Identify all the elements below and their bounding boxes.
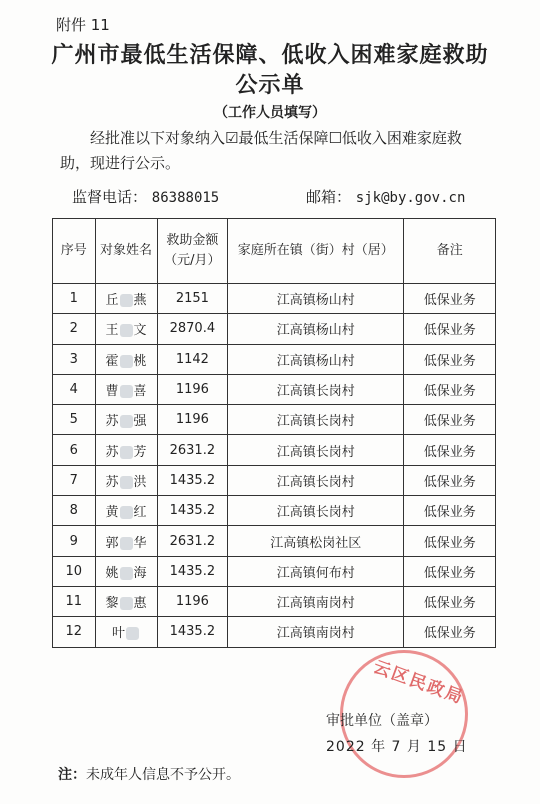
redaction-mark xyxy=(126,627,139,640)
cell-amount: 2631.2 xyxy=(157,435,228,465)
cell-address: 江高镇长岗村 xyxy=(228,374,404,404)
header-amount: 救助金额（元/月） xyxy=(157,219,228,284)
redaction-mark xyxy=(120,506,133,519)
recipients-table xyxy=(52,218,496,648)
cell-note: 低保业务 xyxy=(404,465,496,495)
cell-no: 1 xyxy=(53,284,96,314)
name-first-char: 丘 xyxy=(105,293,119,309)
cell-address: 江高镇杨山村 xyxy=(228,314,404,344)
document-title-line2: 公示单 xyxy=(235,73,305,98)
cell-address: 江高镇杨山村 xyxy=(228,344,404,374)
table-row xyxy=(53,374,496,404)
supervision-email xyxy=(306,186,465,207)
cell-note: 低保业务 xyxy=(404,344,496,374)
cell-amount: 1196 xyxy=(157,374,228,404)
redaction-mark xyxy=(120,324,133,337)
name-last-char: 红 xyxy=(133,505,147,521)
table-row xyxy=(53,586,496,616)
cell-address: 江高镇长岗村 xyxy=(228,435,404,465)
cell-note: 低保业务 xyxy=(404,496,496,526)
approval-paragraph: 经批准以下对象纳入☑最低生活保障☐低收入困难家庭救助，现进行公示。 xyxy=(60,129,462,172)
table-row xyxy=(53,405,496,435)
supervision-phone xyxy=(72,186,219,207)
name-last-char: 喜 xyxy=(133,384,147,400)
cell-name xyxy=(95,405,157,435)
phone-label: 监督电话： xyxy=(72,188,148,206)
header-note: 备注 xyxy=(404,219,496,284)
cell-no: 8 xyxy=(53,496,96,526)
cell-no: 2 xyxy=(53,314,96,344)
cell-name xyxy=(95,314,157,344)
name-last-char: 燕 xyxy=(133,293,147,309)
official-seal-text: 云区民政局 xyxy=(370,657,467,709)
table-header-row xyxy=(53,219,496,284)
name-first-char: 苏 xyxy=(105,414,119,430)
email-label: 邮箱： xyxy=(306,188,352,206)
cell-no: 5 xyxy=(53,405,96,435)
cell-note: 低保业务 xyxy=(404,617,496,647)
cell-note: 低保业务 xyxy=(404,284,496,314)
cell-amount: 2631.2 xyxy=(157,526,228,556)
name-first-char: 叶 xyxy=(112,626,126,642)
name-last-char: 强 xyxy=(133,414,147,430)
name-last-char: 海 xyxy=(133,565,147,581)
document-subtitle: （工作人员填写） xyxy=(214,105,326,121)
document-title: 广州市最低生活保障、低收入困难家庭救助 xyxy=(51,43,489,68)
cell-name xyxy=(95,617,157,647)
footnote-text: 未成年人信息不予公开。 xyxy=(86,767,240,783)
name-first-char: 苏 xyxy=(105,474,119,490)
redaction-mark xyxy=(120,567,133,580)
table-row xyxy=(53,465,496,495)
cell-note: 低保业务 xyxy=(404,526,496,556)
cell-no: 3 xyxy=(53,344,96,374)
table-row xyxy=(53,617,496,647)
name-last-char: 文 xyxy=(133,323,147,339)
cell-no: 6 xyxy=(53,435,96,465)
table-row xyxy=(53,496,496,526)
cell-note: 低保业务 xyxy=(404,435,496,465)
approval-date: 2022 年 7 月 15 日 xyxy=(326,739,468,755)
cell-address: 江高镇杨山村 xyxy=(228,284,404,314)
cell-address: 江高镇南岗村 xyxy=(228,586,404,616)
cell-amount: 1196 xyxy=(157,586,228,616)
cell-name xyxy=(95,496,157,526)
cell-name xyxy=(95,344,157,374)
redaction-mark xyxy=(120,294,133,307)
cell-address: 江高镇何布村 xyxy=(228,556,404,586)
cell-no: 9 xyxy=(53,526,96,556)
table-row xyxy=(53,314,496,344)
cell-address: 江高镇长岗村 xyxy=(228,405,404,435)
cell-name xyxy=(95,556,157,586)
cell-address: 江高镇松岗社区 xyxy=(228,526,404,556)
approval-unit: 审批单位（盖章） xyxy=(326,713,438,729)
footnote-label: 注： xyxy=(58,767,86,783)
header-address: 家庭所在镇（街）村（居） xyxy=(228,219,404,284)
redaction-mark xyxy=(120,355,133,368)
email-address: sjk@by.gov.cn xyxy=(355,190,466,206)
redaction-mark xyxy=(120,415,133,428)
cell-note: 低保业务 xyxy=(404,586,496,616)
cell-amount: 1435.2 xyxy=(157,617,228,647)
cell-address: 江高镇长岗村 xyxy=(228,465,404,495)
name-first-char: 黎 xyxy=(105,596,119,612)
cell-no: 12 xyxy=(53,617,96,647)
name-last-char: 桃 xyxy=(133,353,147,369)
cell-note: 低保业务 xyxy=(404,405,496,435)
cell-amount: 1435.2 xyxy=(157,465,228,495)
table-row xyxy=(53,344,496,374)
footnote xyxy=(58,764,240,784)
name-first-char: 曹 xyxy=(105,384,119,400)
name-last-char: 惠 xyxy=(133,596,147,612)
cell-amount: 2151 xyxy=(157,284,228,314)
cell-amount: 2870.4 xyxy=(157,314,228,344)
table-row xyxy=(53,435,496,465)
name-last-char: 华 xyxy=(133,535,147,551)
cell-address: 江高镇南岗村 xyxy=(228,617,404,647)
cell-no: 7 xyxy=(53,465,96,495)
table-row xyxy=(53,556,496,586)
cell-amount: 1196 xyxy=(157,405,228,435)
redaction-mark xyxy=(120,597,133,610)
redaction-mark xyxy=(120,537,133,550)
name-first-char: 霍 xyxy=(105,353,119,369)
cell-name xyxy=(95,374,157,404)
name-first-char: 王 xyxy=(105,323,119,339)
name-first-char: 苏 xyxy=(105,444,119,460)
attachment-label: 附件 11 xyxy=(56,16,110,34)
cell-amount: 1435.2 xyxy=(157,496,228,526)
cell-note: 低保业务 xyxy=(404,314,496,344)
redaction-mark xyxy=(120,446,133,459)
cell-name xyxy=(95,526,157,556)
cell-amount: 1142 xyxy=(157,344,228,374)
cell-name xyxy=(95,465,157,495)
cell-name xyxy=(95,435,157,465)
cell-note: 低保业务 xyxy=(404,374,496,404)
cell-no: 4 xyxy=(53,374,96,404)
header-name: 对象姓名 xyxy=(95,219,157,284)
name-last-char: 洪 xyxy=(133,474,147,490)
cell-name xyxy=(95,586,157,616)
cell-note: 低保业务 xyxy=(404,556,496,586)
name-first-char: 黄 xyxy=(105,505,119,521)
cell-name xyxy=(95,284,157,314)
cell-no: 11 xyxy=(53,586,96,616)
redaction-mark xyxy=(120,385,133,398)
redaction-mark xyxy=(120,476,133,489)
name-first-char: 郭 xyxy=(105,535,119,551)
table-row xyxy=(53,284,496,314)
cell-address: 江高镇长岗村 xyxy=(228,496,404,526)
header-no: 序号 xyxy=(53,219,96,284)
cell-amount: 1435.2 xyxy=(157,556,228,586)
cell-no: 10 xyxy=(53,556,96,586)
name-first-char: 姚 xyxy=(105,565,119,581)
name-last-char: 芳 xyxy=(133,444,147,460)
phone-number: 86388015 xyxy=(151,190,220,206)
table-row xyxy=(53,526,496,556)
